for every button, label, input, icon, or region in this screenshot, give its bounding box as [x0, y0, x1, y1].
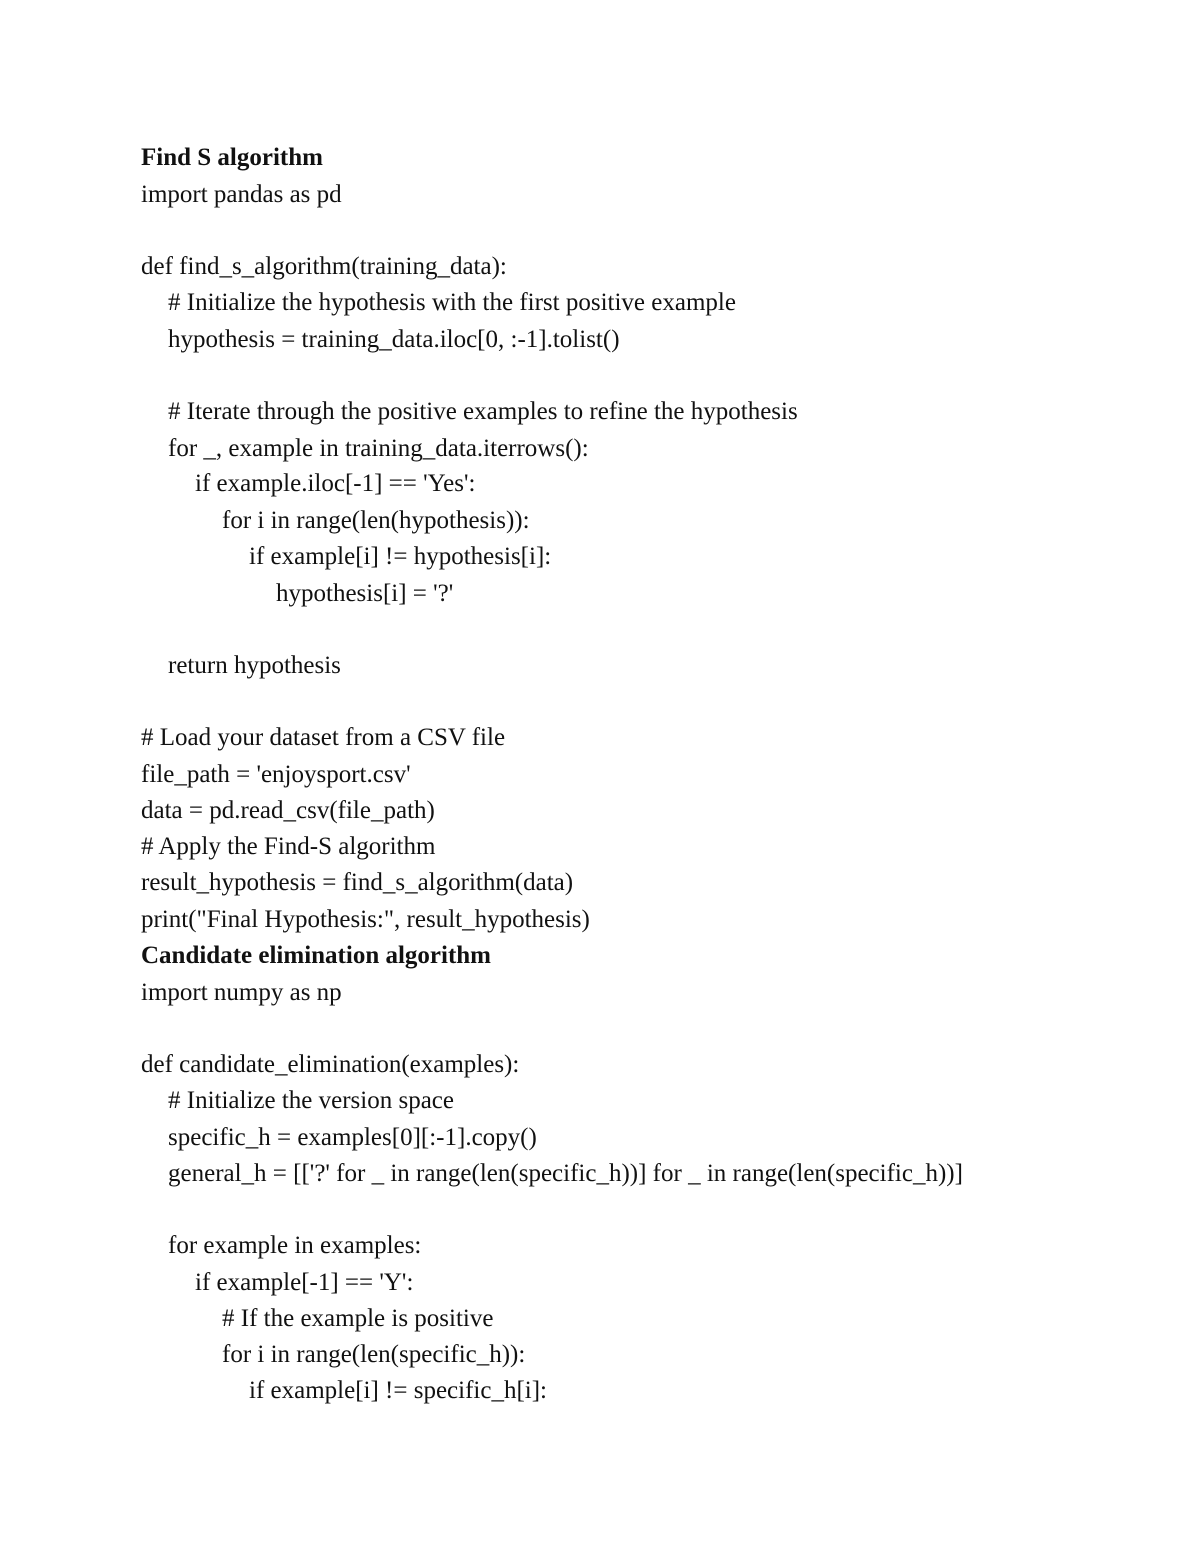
code-line: for _, example in training_data.iterrows(): [168, 435, 589, 462]
code-line: def find_s_algorithm(training_data): [141, 253, 507, 280]
code-line: return hypothesis [168, 652, 341, 679]
code-line: if example.iloc[-1] == 'Yes': [195, 470, 476, 497]
code-line: import numpy as np [141, 979, 342, 1006]
code-line: file_path = 'enjoysport.csv' [141, 761, 411, 788]
code-line: if example[i] != hypothesis[i]: [249, 543, 552, 570]
code-line: for example in examples: [168, 1232, 422, 1259]
code-line: specific_h = examples[0][:-1].copy() [168, 1124, 537, 1151]
code-comment: # Initialize the hypothesis with the first positive example [168, 289, 736, 316]
code-comment: # Initialize the version space [168, 1087, 454, 1114]
code-comment: # Apply the Find-S algorithm [141, 833, 436, 860]
code-comment: # Iterate through the positive examples to refine the hypothesis [168, 398, 798, 425]
code-comment: # If the example is positive [222, 1305, 494, 1332]
code-line: data = pd.read_csv(file_path) [141, 797, 435, 824]
code-line: import pandas as pd [141, 181, 342, 208]
code-comment: # Load your dataset from a CSV file [141, 724, 506, 751]
heading-find-s: Find S algorithm [141, 144, 323, 171]
code-line: for i in range(len(hypothesis)): [222, 507, 530, 534]
code-line: print("Final Hypothesis:", result_hypothesis) [141, 906, 590, 933]
code-line: hypothesis = training_data.iloc[0, :-1].tolist() [168, 326, 620, 353]
code-line: def candidate_elimination(examples): [141, 1051, 520, 1078]
heading-candidate-elimination: Candidate elimination algorithm [141, 942, 492, 969]
code-line: if example[-1] == 'Y': [195, 1269, 414, 1296]
code-line: hypothesis[i] = '?' [276, 580, 454, 607]
code-line: for i in range(len(specific_h)): [222, 1341, 526, 1368]
code-line: result_hypothesis = find_s_algorithm(data) [141, 869, 574, 896]
code-line: general_h = [['?' for _ in range(len(specific_h))] for _ in range(len(specific_h))] [168, 1160, 963, 1187]
code-line: if example[i] != specific_h[i]: [249, 1377, 547, 1404]
